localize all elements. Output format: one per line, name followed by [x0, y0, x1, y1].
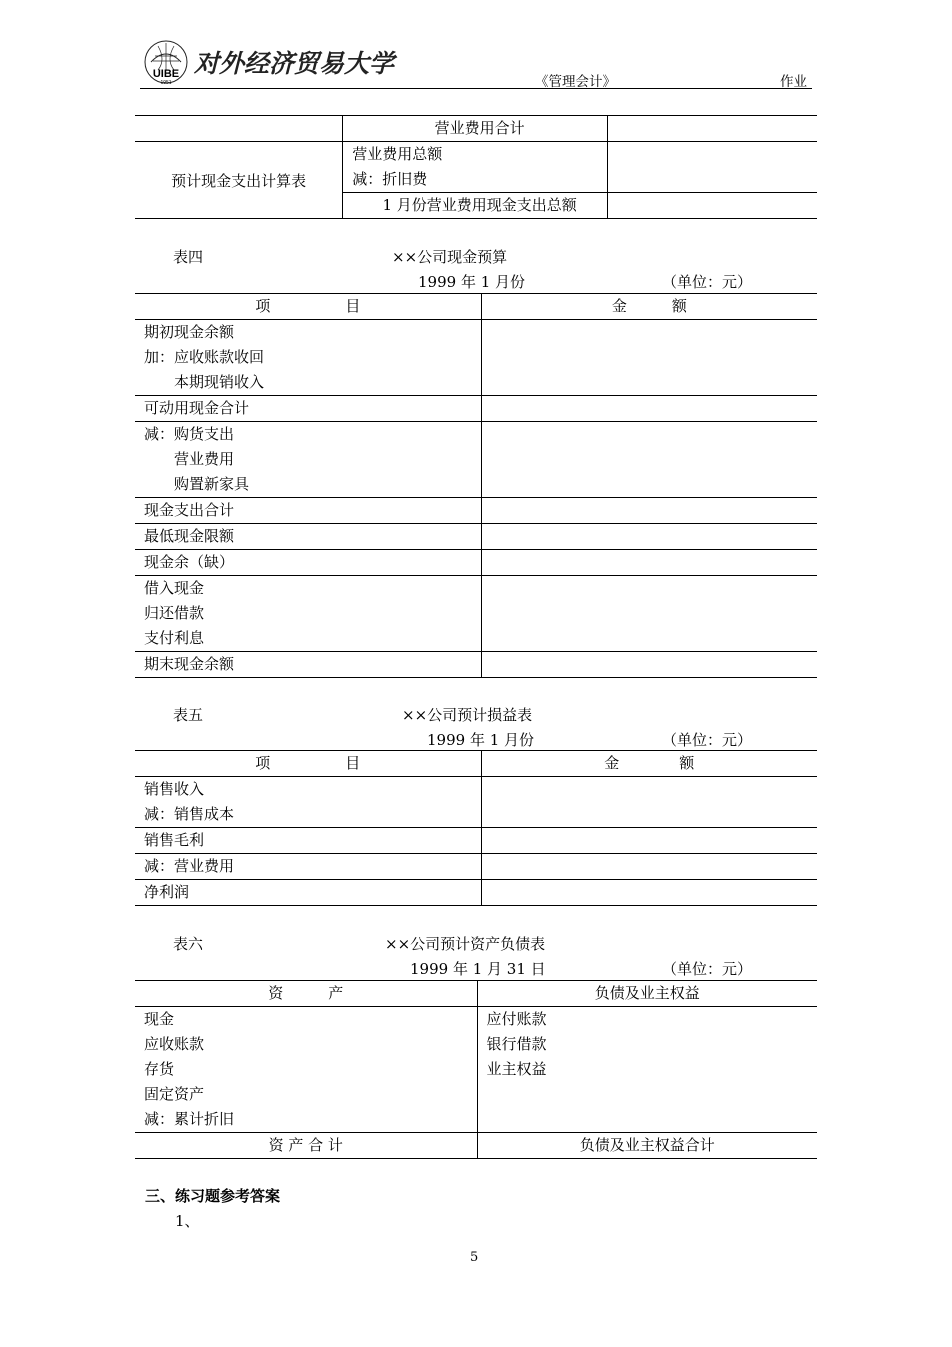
total-assets-label: 资 产 合 计 — [135, 1133, 477, 1159]
svg-text:UIBE: UIBE — [152, 68, 180, 80]
table-row: 销售毛利 — [135, 828, 817, 854]
cash-budget-table — [135, 293, 817, 678]
table-row — [135, 1133, 817, 1159]
table-date: 1999 年 1 月份 — [427, 731, 535, 749]
column-header: 负债及业主权益 — [477, 981, 817, 1007]
column-header: 金 额 — [481, 751, 817, 777]
university-name-calligraphy — [192, 46, 395, 80]
total-liabilities-label: 负债及业主权益合计 — [477, 1133, 817, 1159]
header-label: 作业 — [780, 74, 807, 90]
table-row: 可动用现金合计 — [135, 396, 817, 422]
table-cell: 1 月份营业费用现金支出总额 — [343, 193, 608, 219]
income-statement-table — [135, 750, 817, 906]
table-title: ××公司预计损益表 — [402, 706, 533, 724]
svg-text:对外经济贸易大学: 对外经济贸易大学 — [194, 49, 395, 78]
table-row: 借入现金 归还借款 支付利息 — [135, 576, 817, 652]
table-row: 期末现金余额 — [135, 652, 817, 678]
column-header: 资 产 — [135, 981, 477, 1007]
table-date: 1999 年 1 月份 — [418, 273, 526, 291]
table-unit: （单位：元） — [662, 960, 753, 978]
svg-text:1951: 1951 — [160, 80, 172, 86]
column-header: 项 目 — [135, 751, 481, 777]
table-cell: 营业费用总额 减：折旧费 — [343, 142, 608, 193]
section-title: 三、练习题参考答案 — [145, 1187, 281, 1205]
table-row: 减：营业费用 — [135, 854, 817, 880]
table-row: 销售收入 减：销售成本 — [135, 777, 817, 828]
column-header: 项 目 — [135, 294, 481, 320]
table-row: 现金 应收账款 存货 固定资产 减：累计折旧 应付账款 银行借款 业主权益 — [135, 1007, 817, 1133]
table-label: 表五 — [173, 706, 204, 724]
table-row: 减：购货支出 营业费用 购置新家具 — [135, 422, 817, 498]
table-date: 1999 年 1 月 31 日 — [410, 960, 546, 978]
table-row: 现金支出合计 — [135, 498, 817, 524]
table-title: ××公司现金预算 — [392, 248, 508, 266]
section-item: 1、 — [175, 1212, 200, 1230]
table-title: ××公司预计资产负债表 — [385, 935, 546, 953]
table-cell: 营业费用合计 — [343, 116, 608, 142]
table-unit: （单位：元） — [662, 273, 753, 291]
table-label: 表六 — [173, 935, 204, 953]
cash-expense-table — [135, 115, 817, 219]
table-row: 现金余（缺） — [135, 550, 817, 576]
table-unit: （单位：元） — [662, 731, 753, 749]
course-title: 《管理会计》 — [535, 74, 616, 90]
university-emblem-icon — [143, 40, 189, 86]
table-row: 净利润 — [135, 880, 817, 906]
table-row: 期初现金余额 加：应收账款收回 本期现销收入 — [135, 320, 817, 396]
header-rule — [140, 88, 812, 89]
table-row: 最低现金限额 — [135, 524, 817, 550]
page-number: 5 — [470, 1250, 479, 1265]
table-row-label: 预计现金支出计算表 — [135, 142, 343, 219]
balance-sheet-table — [135, 980, 817, 1159]
table-label: 表四 — [173, 248, 204, 266]
column-header: 金 额 — [481, 294, 817, 320]
